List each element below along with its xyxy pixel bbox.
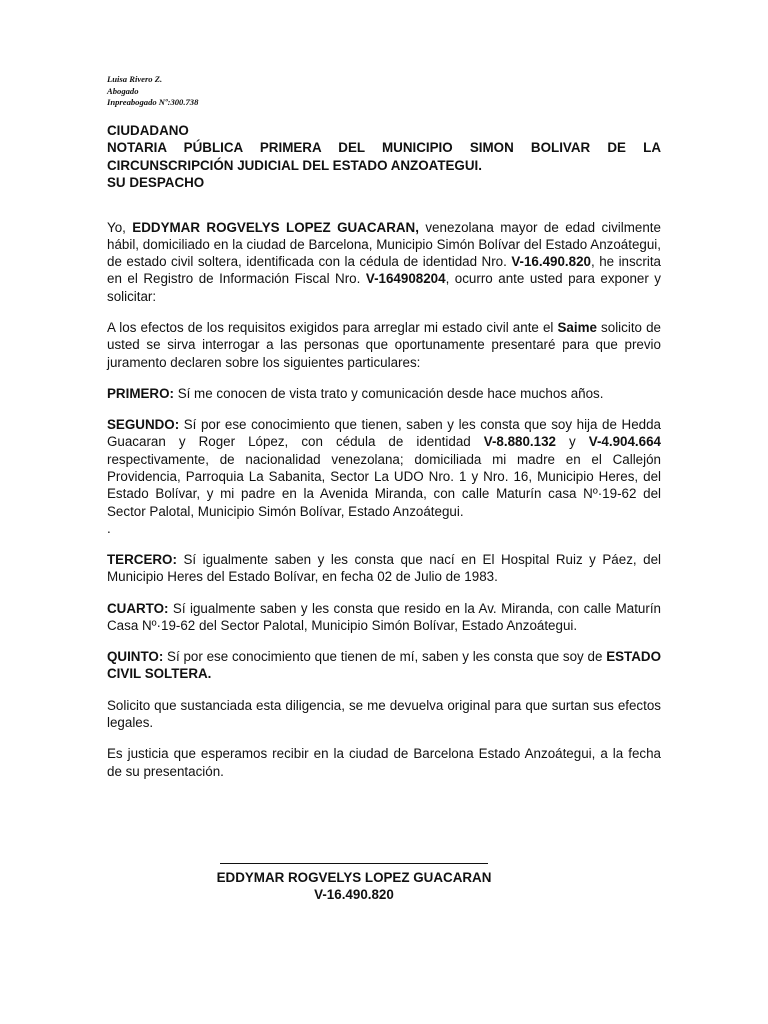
intro-paragraph (107, 219, 661, 305)
tercero-paragraph (107, 551, 661, 586)
segundo-paragraph (107, 416, 661, 520)
intro-text-4: , ocurro ante usted para exponer y solicitar: (107, 271, 661, 304)
letterhead (107, 74, 661, 109)
recipient-line-3: SU DESPACHO (107, 175, 205, 190)
intro-text-1: Yo, (107, 219, 133, 235)
cuarto-paragraph (107, 600, 661, 635)
cuarto-text: Sí igualmente saben y les consta que resido en la Av. Miranda, con calle Maturín Casa Nº·19-62 del Sector Palotal, Municipio Simón Bolívar, Estado Anzoátegui. (107, 600, 661, 633)
segundo-text-1: Sí por ese conocimiento que tienen, saben y les consta que soy hija de Hedda Guacaran y Roger López, con cédula de identidad (107, 417, 661, 450)
applicant-ci: V-16.490.820 (511, 254, 591, 270)
signature-line (220, 853, 488, 864)
applicant-name: EDDYMAR ROGVELYS LOPEZ GUACARAN, (132, 219, 419, 235)
primero-text: Sí me conocen de vista trato y comunicación desde hace muchos años. (173, 385, 604, 401)
signatory-name: EDDYMAR ROGVELYS LOPEZ GUACARAN (216, 869, 492, 885)
quinto-text: Sí por ese conocimiento que tienen de mí, saben y les consta que soy de (163, 649, 607, 665)
intro-text-2: venezolana mayor de edad civilmente hábil, domiciliado en la ciudad de Barcelona, Municipio Simón Bolívar del Estado Anzoátegui, de estado civil soltera, identificada con la cédula de identidad Nro. (107, 219, 661, 270)
segundo-text-3: respectivamente, de nacionalidad venezolana; domiciliada mi madre en el Callejón Providencia, Parroquia La Sabanita, Sector La UDO Nro. 1 y Nro. 16, Municipio Heres, del Estado Bolívar, y mi padre en la Avenida Miranda, con calle Maturín casa Nº·19-62 del Sector Palotal, Municipio Simón Bolívar, Estado Anzoátegui. (107, 451, 661, 519)
signature-block (107, 851, 661, 904)
closing-paragraph-2: Es justicia que esperamos recibir en la ciudad de Barcelona Estado Anzoátegui, a la fecha de su presentación. (107, 746, 661, 779)
applicant-rif: V-164908204 (365, 271, 446, 287)
signatory-id: V-16.490.820 (314, 887, 394, 902)
recipient-line-1: CIUDADANO (107, 122, 189, 138)
civil-status: ESTADO CIVIL SOLTERA. (107, 649, 661, 682)
quinto-paragraph (107, 648, 661, 683)
lawyer-name: Luisa Rivero Z. (107, 74, 163, 84)
document-page (107, 74, 661, 902)
tercero-text: Sí igualmente saben y les consta que nací en El Hospital Ruiz y Páez, del Municipio Heres del Estado Bolívar, en fecha 02 de Julio de 1983. (107, 551, 661, 585)
lawyer-inpre: Inpreabogado Nº:300.738 (107, 97, 199, 107)
request-text-1: A los efectos de los requisitos exigidos para arreglar mi estado civil ante el (107, 319, 558, 335)
stray-dot: . (107, 520, 111, 536)
recipient-line-2: NOTARIA PÚBLICA PRIMERA DEL MUNICIPIO SIMON BOLIVAR DE LA CIRCUNSCRIPCIÓN JUDICIAL DEL ESTADO ANZOATEGUI. (107, 140, 661, 173)
lawyer-title: Abogado (107, 85, 139, 96)
cuarto-label: CUARTO: (107, 600, 169, 616)
quinto-label: QUINTO: (107, 649, 164, 665)
segundo-text-2: y (555, 434, 589, 450)
primero-label: PRIMERO: (107, 385, 174, 401)
request-paragraph (107, 319, 661, 371)
father-ci: V-4.904.664 (588, 434, 661, 450)
tercero-label: TERCERO: (107, 551, 177, 567)
saime-label: Saime (557, 319, 597, 335)
closing-paragraph-1: Solicito que sustanciada esta diligencia, se me devuelva original para que surtan sus efectos legales. (107, 697, 661, 731)
recipient-block (107, 122, 661, 192)
mother-ci: V-8.880.132 (483, 434, 556, 450)
request-text-2: solicito de usted se sirva interrogar a las personas que oportunamente presentaré para que previo juramento declaren sobre los siguientes particulares: (107, 319, 661, 370)
intro-text-3: , he inscrita en el Registro de Información Fiscal Nro. (107, 254, 661, 287)
primero-paragraph (107, 385, 661, 402)
segundo-label: SEGUNDO: (107, 417, 180, 433)
